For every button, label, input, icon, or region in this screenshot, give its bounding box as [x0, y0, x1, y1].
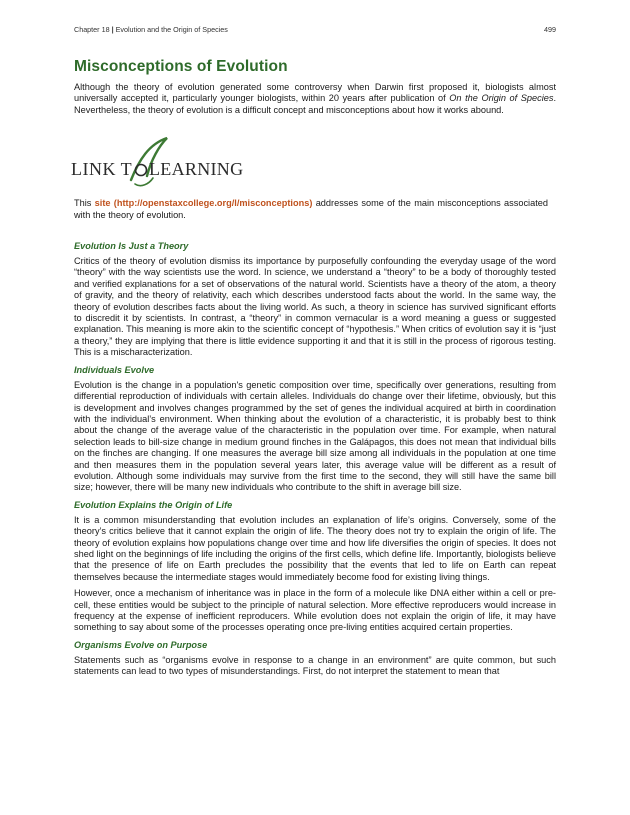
intro-text-start: Although the theory of evolution generated some controversy when Darwin first proposed it, biologists almost universally accepted it, particularly younger biologists, within 20 years after publication of [74, 82, 556, 104]
chapter-title: Evolution and the Origin of Species [115, 25, 228, 34]
subsection-heading: Evolution Is Just a Theory [74, 241, 189, 252]
page-number: 499 [544, 25, 556, 34]
book-title: On the Origin of Species [449, 93, 554, 104]
subsection-heading: Individuals Evolve [74, 364, 155, 375]
subsection-heading: Organisms Evolve on Purpose [74, 639, 208, 650]
intro-text-end: . Nevertheless, the theory of evolution is a difficult concept and misconceptions about how it works abound. [74, 93, 556, 115]
section-title: Misconceptions of Evolution [74, 58, 288, 75]
subsection-heading: Evolution Explains the Origin of Life [74, 499, 233, 510]
subsection-paragraph: Statements such as “organisms evolve in response to a change in an environment” are quite common, but such statements can lead to two types of misunderstandings. First, do not interpret the statement to mean that [74, 654, 556, 677]
logo-o-ring [136, 165, 147, 176]
link-to-learning-logo [71, 130, 556, 198]
link-to-learning-text [74, 198, 556, 221]
link-text-end: addresses some of the main misconceptions associated with the theory of evolution. [74, 198, 548, 220]
subsection-paragraph: Evolution is the change in a population's genetic composition over time, specifically over generations, resulting from differential reproduction of individuals with certain alleles. Individuals do change over their lifetime, obviously, but this is development and involves changes programmed by the set of genes the individual acquired at birth in coordination with the individual’s environment. When thinking about the evolution of a characteristic, it is probably best to think about the change of the average value of the characteristic in the population over time. For example, when natural selection leads to bill-size change in medium ground finches in the Galápagos, this does not mean that individual bills on the finches are changing. If one measures the average bill size among all individuals in the population at one time and then measures them in the population several years later, this average value will be different as a result of evolution. Although some individuals may survive from the first time to the second, they will still have the same bill size; however, there will be many new individuals who contribute to the shift in average bill size. [74, 379, 556, 493]
logo-swoosh-tail [135, 178, 153, 186]
subsection-paragraph: Critics of the theory of evolution dismiss its importance by purposefully confounding the everyday usage of the word “theory” with the way scientists use the word. In science, we understand a “theory” to be a body of thoroughly tested and verified explanations for a set of observations of the natural world. Scientists have a theory of the atom, a theory of gravity, and the theory of relativity, each which describes understood facts about the world. In the same way, the theory of evolution describes facts about the living world. As such, a theory in science has survived significant efforts to discredit it by scientists. In contrast, a “theory” in common vernacular is a word meaning a guess or suggested explanation. This meaning is more akin to the scientific concept of “hypothesis.” When critics of evolution say it is “just a theory,” they are implying that there is little evidence supporting it and that it is still in the process of rigorous testing. This is a mischaracterization. [74, 256, 556, 358]
intro-paragraph [74, 82, 556, 116]
logo-text-learning: LEARNING [149, 159, 244, 180]
running-header [74, 25, 556, 34]
subsection-individuals [74, 365, 556, 494]
chapter-heading [74, 25, 228, 34]
subsection-paragraph: However, once a mechanism of inheritance was in place in the form of a molecule like DNA either within a cell or pre-cell, these entities would be subject to the principle of natural selection. More effective reproducers would increase in frequency at the expense of inefficient reproducers. While evolution does not explain the origin of life, it may have something to say about some of the processes operating once pre-living entities acquired certain properties. [74, 588, 556, 633]
link-to-learning-logo-graphic [69, 130, 249, 194]
subsection-origin-of-life [74, 500, 556, 634]
subsection-purpose [74, 640, 556, 678]
chapter-number: Chapter 18 [74, 25, 110, 34]
link-text-start: This [74, 198, 95, 209]
logo-text-link: LINK T [71, 159, 133, 180]
subsection-paragraph: It is a common misunderstanding that evolution includes an explanation of life’s origins. Conversely, some of the theory’s critics believe that it cannot explain the origin of life. The theory does not try to explain the origin of life. The theory of evolution explains how populations change over time and how life diversifies the origin of species. It does not shed light on the beginnings of life including the origins of the first cells, which define life. Importantly, biologists believe that the presence of life on Earth precludes the possibility that the events that led to life on Earth can repeat themselves because the intermediate stages would immediately become food for existing living things. [74, 514, 556, 582]
subsection-theory [74, 241, 556, 359]
misconceptions-site-link[interactable]: site (http://openstaxcollege.org/l/misconceptions) [94, 198, 313, 209]
header-separator: | [111, 25, 114, 34]
main-content [71, 58, 556, 683]
